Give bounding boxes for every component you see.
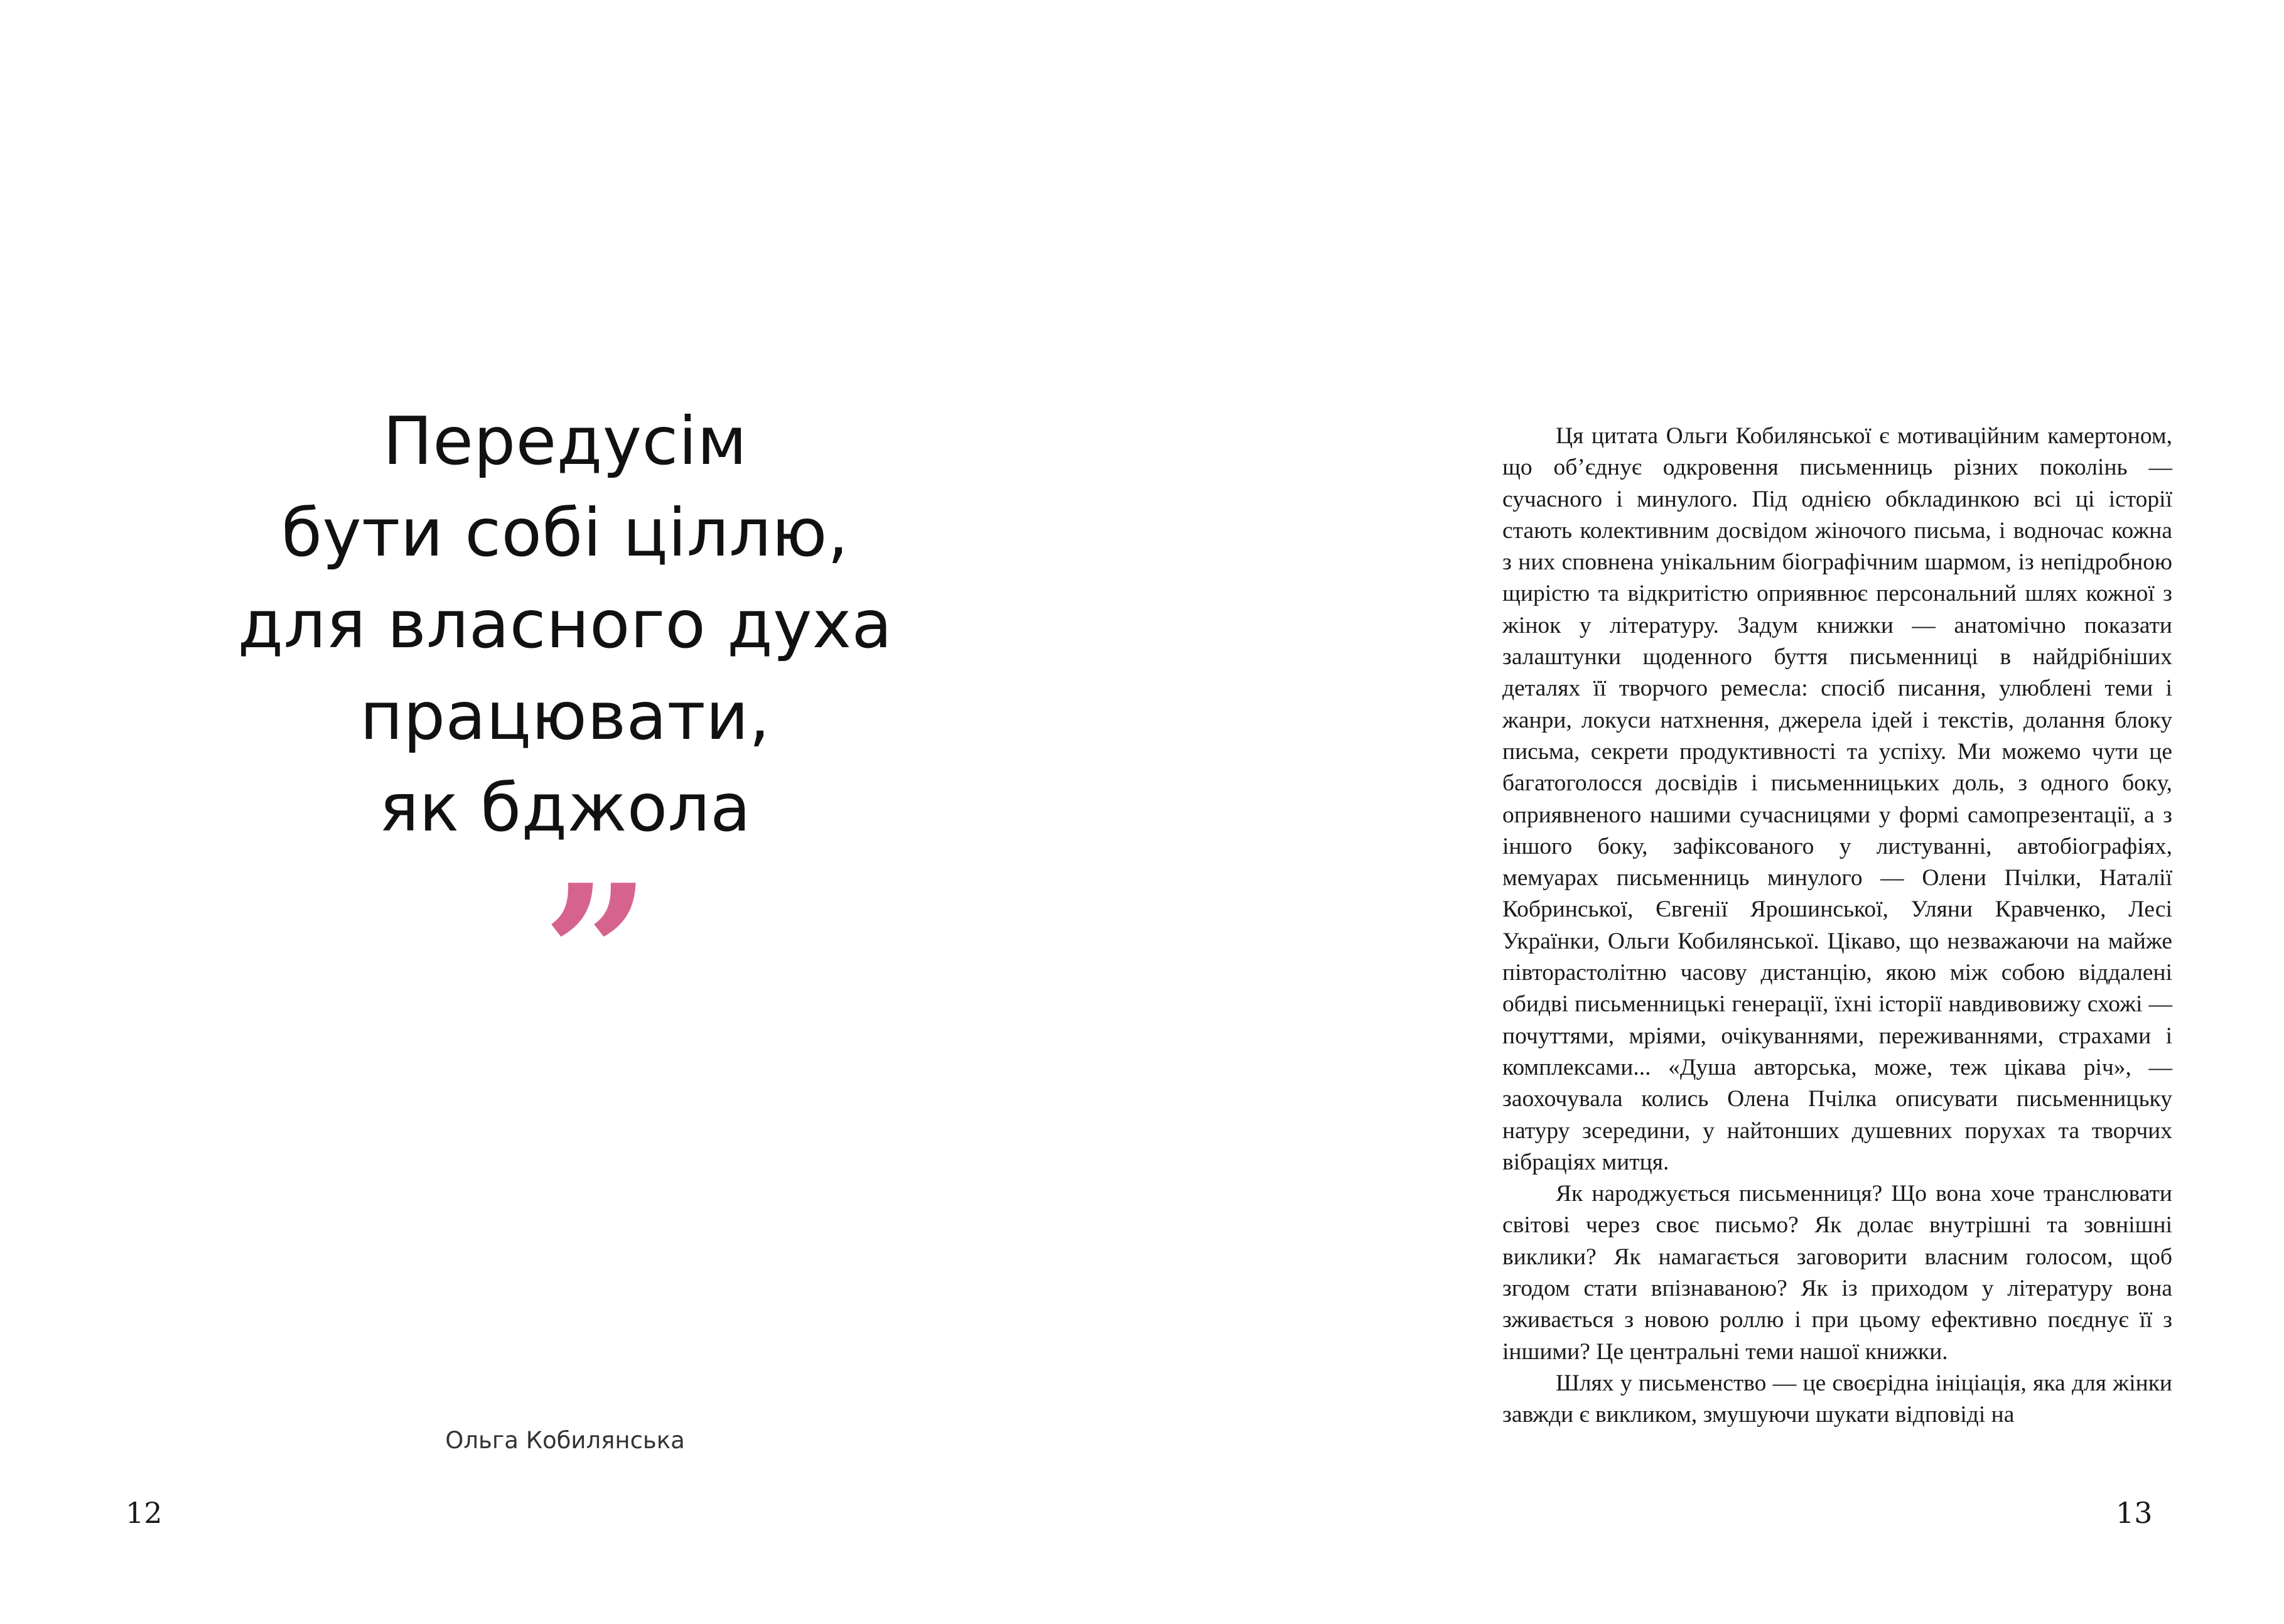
body-text: [1502, 421, 2172, 1431]
page-number-left: 12: [126, 1496, 163, 1530]
paragraph: Як народжується письменниця? Що вона хоче транслювати світові через своє письмо? Як долає внутрішні та зовнішні виклики? Як намагається заговорити власним голосом, щоб згодом стати впізнаваною? Як із приходом у літературу вона зживається з новою роллю і при цьому ефективно поєднує її з іншими? Це центральні теми нашої книжки.: [1502, 1181, 2172, 1365]
page-number-right: 13: [2116, 1496, 2153, 1530]
quote-line: як бджола: [379, 770, 751, 846]
paragraph: Ця цитата Ольги Кобилянської є мотиваційним камертоном, що об’єднує одкровення письменниць різних поколінь — сучасного і минулого. Під однією обкладинкою всі ці історії стають колективним досвідом жіночого письма, і водночас кожна з них сповнена унікальним біографічним шармом, із непідробною щирістю та відкритістю оприявнює персональний шлях кожної з жінок у літературу. Задум книжки — анатомічно показати залаштунки щоденного буття письменниці в найдрібніших деталях її творчого ремесла: спосіб писання, улюблені теми і жанри, локуси натхнення, джерела ідей і текстів, долання блоку письма, секрети продуктивності та успіху. Ми можемо чути це багатоголосся досвідів і письменницьких доль, з одного боку, оприявненого нашими сучасницями у формі самопрезентації, а з іншого боку, зафіксованого у листуванні, автобіографіях, мемуарах письменниць минулого — Олени Пчілки, Наталії Кобринської, Євгенії Ярошинської, Уляни Кравченко, Лесі Українки, Ольги Кобилянської. Цікаво, що незважаючи на майже півторастолітню часову дистанцію, якою між собою віддалені обидві письменницькі генерації, їхні історії навдивовижу схожі — почуттями, мріями, очікуваннями, переживаннями, страхами і комплексами... «Душа авторська, може, теж цікава річ», — заохочувала колись Олена Пчілка описувати письменницьку натуру зсередини, у найтонших душевних порухах та творчих вібраціях митця.: [1502, 423, 2172, 1175]
closing-quote-mark: ”: [542, 860, 651, 998]
quote-author: Ольга Кобилянська: [445, 1427, 685, 1454]
quote-line: Передусім: [382, 403, 748, 480]
quote-line: працювати,: [360, 678, 770, 755]
epigraph-quote: [188, 395, 942, 854]
paragraph: Шлях у письменство — це своєрідна ініціація, яка для жінки завжди є викликом, змушуючи шукати відповіді на: [1502, 1370, 2172, 1428]
quote-line: для власного духа: [237, 586, 893, 663]
quote-line: бути собі ціллю,: [281, 495, 849, 571]
